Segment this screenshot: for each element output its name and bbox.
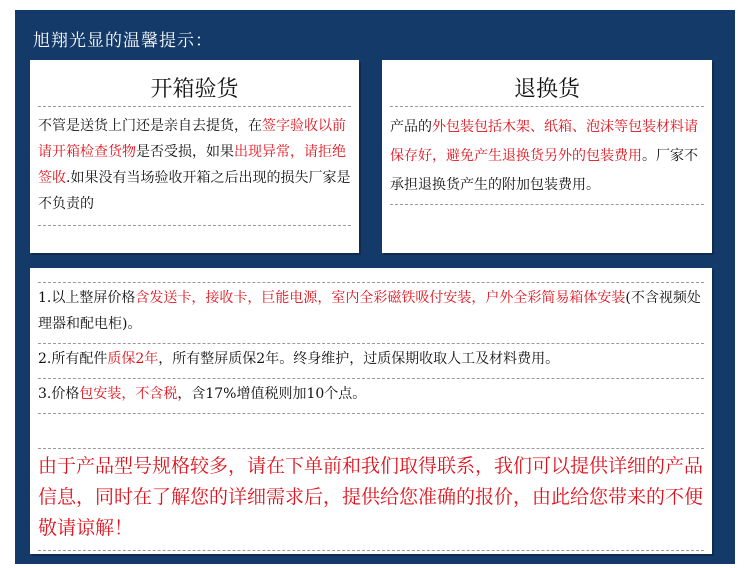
highlight-segment: 含发送卡，接收卡，巨能电源，室内全彩磁铁吸付安装，户外全彩简易箱体安装 [135,290,626,306]
returns-text [382,107,712,200]
text-segment: (不含视频处理器和配电柜)。 [38,290,701,332]
highlight-segment: 签字验收以前请开箱检查货物 [38,118,346,160]
term-item-1 [30,283,712,337]
text-segment: 。厂家不承担退换货产生的附加包装费用。 [390,148,698,193]
notice-panel [15,10,735,564]
returns-title: 退换货 [513,77,580,102]
divider [390,204,704,205]
text-segment: 是否受损，如果 [136,144,234,160]
text-segment: .如果没有当场验收开箱之后出现的损失厂家是不负责的 [38,170,351,212]
divider [38,550,704,551]
text-segment: 不管是送货上门还是亲自去提货，在 [38,118,262,134]
divider [38,225,351,226]
text-segment: 产品的 [390,119,432,135]
text-segment: ，含17%增值税则加10个点。 [177,386,367,402]
term-item-3 [30,379,712,407]
terms-card [30,268,712,554]
text-segment: 1.以上整屏价格 [38,290,136,306]
inspection-card [30,60,359,253]
highlight-segment: 质保2年 [107,351,159,367]
text-segment: ，所有整屏质保2年。终身维护，过质保期收取人工及材料费用。 [158,351,560,367]
returns-card [382,60,712,253]
inspection-title: 开箱验货 [150,77,239,102]
term-item-2 [30,344,712,372]
inspection-text [30,107,359,217]
highlight-segment: 包安装，不含税 [79,386,178,402]
highlight-segment: 出现异常，请拒绝签收 [38,144,346,186]
text-segment: 3.价格 [38,386,80,402]
highlight-segment: 外包装包括木架、纸箱、泡沫等包装材料请保存好，避免产生退换货另外的包装费用 [390,119,698,164]
panel-header: 旭翔光显的温馨提示： [33,31,213,51]
contact-notice: 由于产品型号规格较多，请在下单前和我们取得联系，我们可以提供详细的产品信息，同时在了解您的详细需求后，提供给您准确的报价，由此给您带来的不便敬请谅解！ [38,455,704,539]
text-segment: 2.所有配件 [38,351,108,367]
